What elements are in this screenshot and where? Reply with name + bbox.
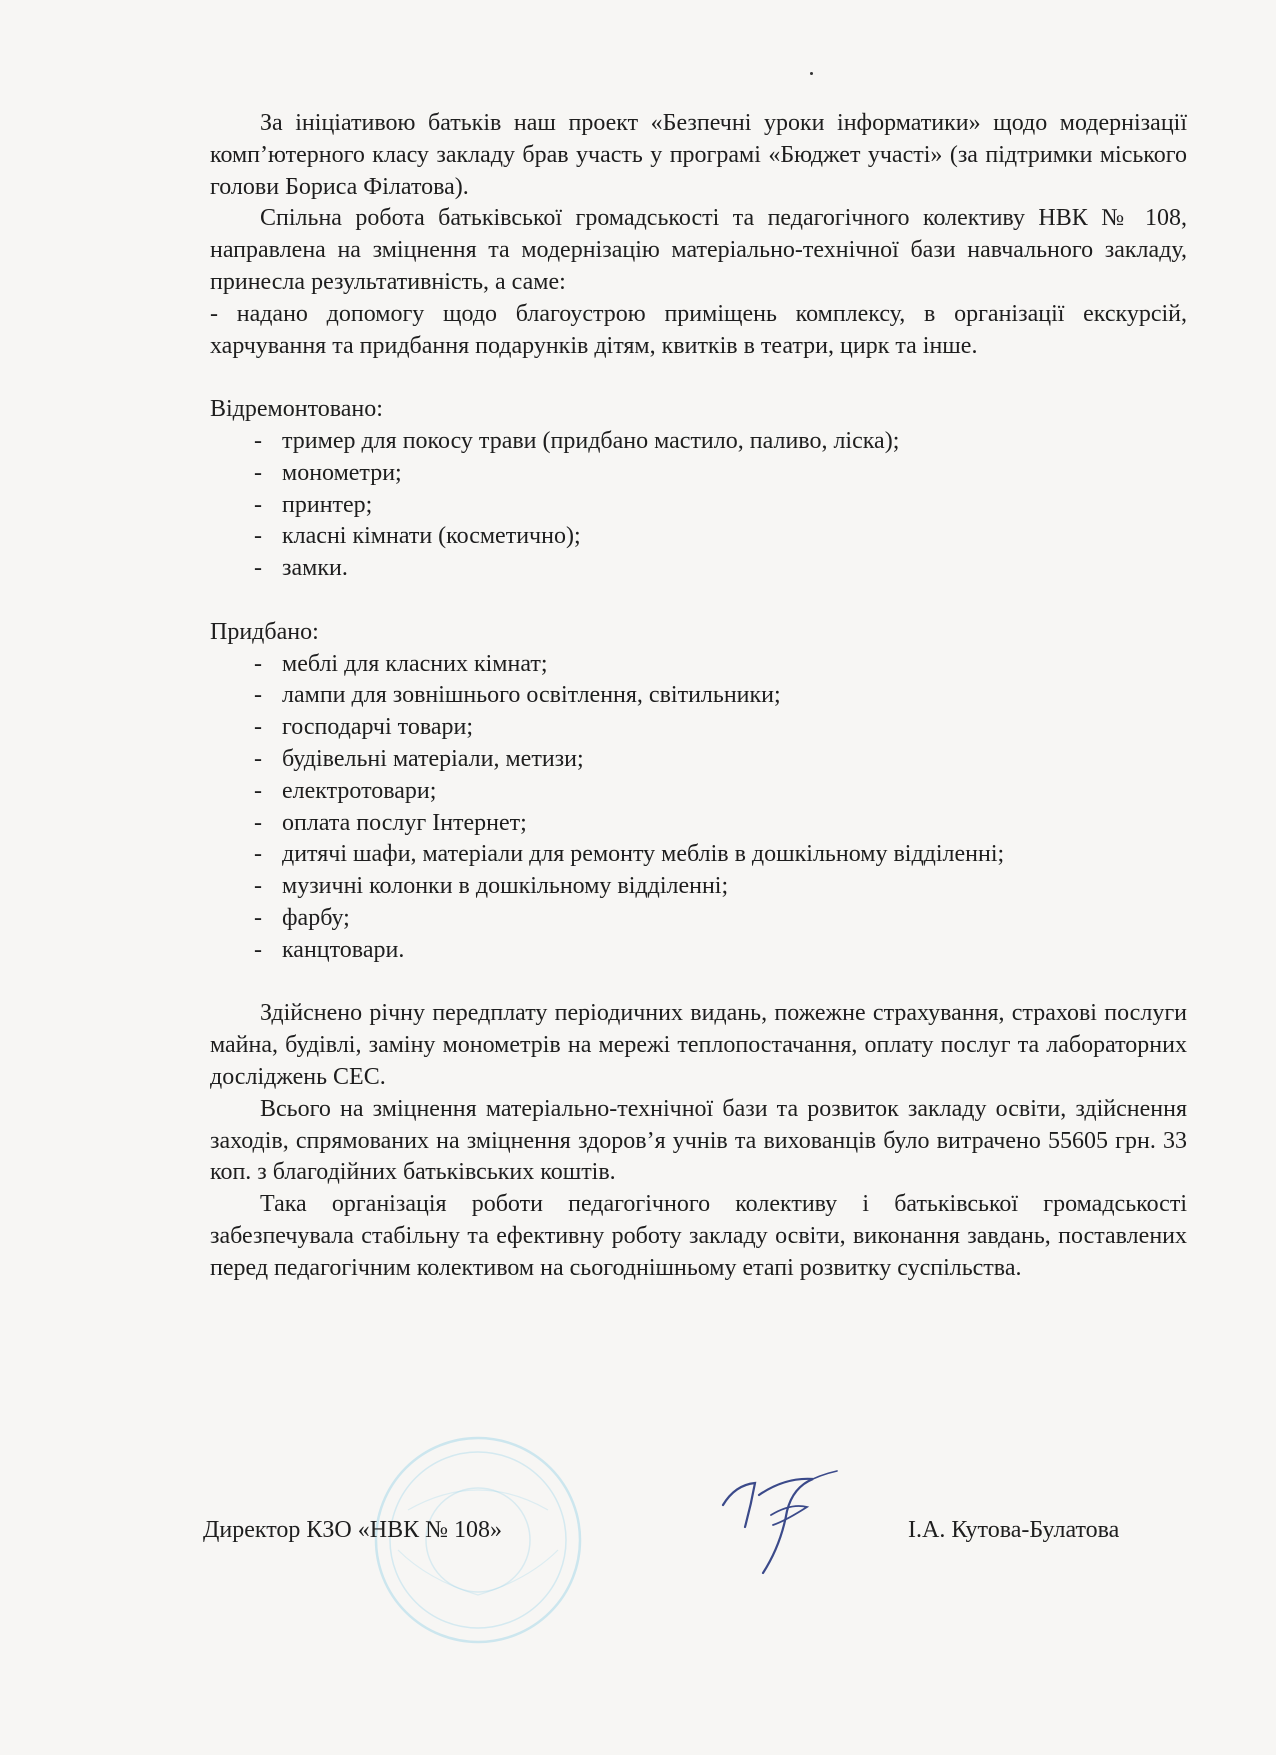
list-item: - лампи для зовнішнього освітлення, світильники;: [254, 682, 781, 709]
paragraph-services: Здійснено річну передплату періодичних видань, пожежне страхування, страхові послуги майна, будівлі, заміну монометрів на мережі теплопостачання, оплату послуг та лабораторних досліджень СЕС.: [210, 1000, 1187, 1090]
list-item: - класні кімнати (косметично);: [254, 523, 581, 550]
document-body: [210, 108, 1187, 1284]
paragraph-total-spent: Всього на зміцнення матеріально-технічної бази та розвиток закладу освіти, здійснення заходів, спрямованих на зміцнення здоров’я учнів та вихованців було витрачено 55605 грн. 33 коп. з благодійних батьківських коштів.: [210, 1095, 1187, 1186]
list-item: - дитячі шафи, матеріали для ремонту меблів в дошкільному відділенні;: [254, 841, 1005, 868]
paragraph-conclusion: Така організація роботи педагогічного колективу і батьківської громадськості забезпечувала стабільну та ефективну роботу закладу освіти, виконання завдань, поставлених перед педагогічним колективом на сьогоднішньому етапі розвитку суспільства.: [210, 1191, 1187, 1281]
paragraph-collaboration: Спільна робота батьківської громадськості та педагогічного колективу НВК № 108, направлена на зміцнення та модернізацію матеріально-технічної бази навчального закладу, принесла результативність, а саме:: [210, 205, 1187, 295]
list-item: - меблі для класних кімнат;: [254, 650, 548, 677]
list-item: - господарчі товари;: [254, 714, 474, 741]
handwritten-signature: [715, 1465, 845, 1580]
list-item: - електротовари;: [254, 777, 437, 804]
list-item: - фарбу;: [254, 904, 350, 931]
list-item: - монометри;: [254, 459, 402, 486]
paragraph-assistance: - надано допомогу щодо благоустрою приміщень комплексу, в організації екскурсій, харчування та придбання подарунків дітям, квитків в театри, цирк та інше.: [210, 300, 1187, 359]
list-item: - канцтовари.: [254, 936, 405, 963]
paper-speck: [810, 72, 813, 75]
signatory-position: Директор КЗО «НВК № 108»: [203, 1517, 502, 1543]
purchased-list: [210, 649, 1187, 967]
list-item: - оплата послуг Інтернет;: [254, 809, 527, 836]
signatory-name: І.А. Кутова-Булатова: [908, 1517, 1120, 1543]
repaired-heading: Відремонтовано:: [210, 396, 383, 423]
purchased-heading: Придбано:: [210, 618, 319, 645]
list-item: - музичні колонки в дошкільному відділенні;: [254, 873, 729, 900]
spacer: [210, 585, 1187, 617]
paragraph-project: За ініціативою батьків наш проект «Безпечні уроки інформатики» щодо модернізації комп’ютерного класу закладу брав участь у програмі «Бюджет участі» (за підтримки міського голови Бориса Філатова).: [210, 110, 1187, 200]
repaired-list: [210, 426, 1187, 585]
spacer: [210, 362, 1187, 394]
spacer: [210, 967, 1187, 999]
list-item: - будівельні матеріали, метизи;: [254, 745, 584, 772]
list-item: - замки.: [254, 555, 348, 582]
list-item: - тример для покосу трави (придбано мастило, паливо, ліска);: [254, 427, 900, 454]
list-item: - принтер;: [254, 491, 373, 518]
